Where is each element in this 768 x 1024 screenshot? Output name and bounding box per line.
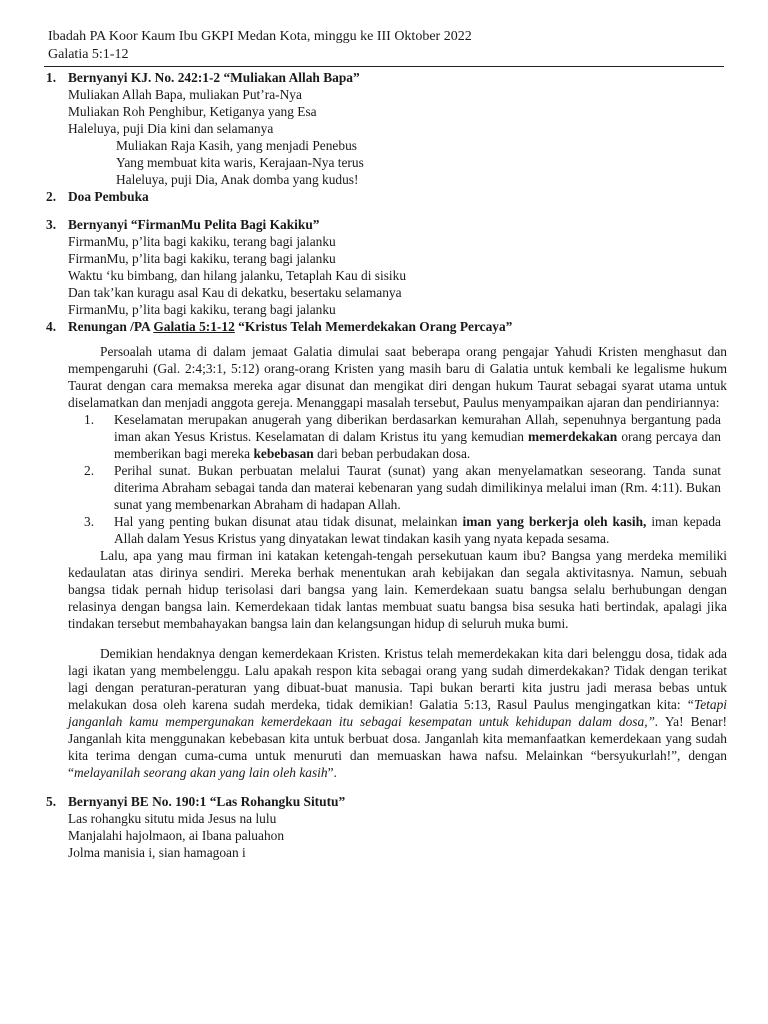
section-number: 5. [46, 794, 57, 809]
lyric-line-indented: Yang membuat kita waris, Kerajaan-Nya terus [116, 155, 364, 170]
lyric-line-indented: Muliakan Raja Kasih, yang menjadi Penebus [116, 138, 357, 153]
section-reflection [32, 318, 727, 781]
point-text: dari beban perbudakan dosa. [313, 446, 471, 461]
section-hymn-5 [32, 793, 727, 861]
lyric-line: Muliakan Roh Penghibur, Ketiganya yang Esa [68, 104, 317, 119]
section-number: 4. [46, 319, 57, 334]
lyric-line: Las rohangku situtu mida Jesus na lulu [68, 811, 277, 826]
scripture-reference-link: Galatia 5:1-12 [153, 319, 235, 334]
paragraph-text: ”. [327, 765, 337, 780]
spacer [32, 781, 727, 793]
emphasis-text: kebebasan [253, 446, 314, 461]
emphasis-text: iman yang berkerja oleh kasih, [462, 514, 647, 529]
lyric-line: FirmanMu, p’lita bagi kakiku, terang bagi jalanku [68, 234, 336, 249]
header-reference: Galatia 5:1-12 [48, 47, 129, 62]
point-text: iman kepada Allah dalam Yesus Kristus yang dinyatakan lewat tindakan kasih yang nyata kepada sesama. [114, 514, 721, 546]
section-title: Bernyanyi KJ. No. 242:1-2 “Muliakan Allah Bapa” [68, 70, 360, 85]
teaching-point-2 [68, 462, 727, 513]
spacer [32, 205, 727, 216]
section-number: 1. [46, 70, 57, 85]
lyric-line: Waktu ‘ku bimbang, dan hilang jalanku, Tetaplah Kau di sisiku [68, 268, 407, 283]
section-title: Doa Pembuka [68, 189, 149, 204]
header-title: Ibadah PA Koor Kaum Ibu GKPI Medan Kota, minggu ke III Oktober 2022 [48, 29, 472, 44]
lyric-line: Manjalahi hajolmaon, ai Ibana paluahon [68, 828, 285, 843]
section-number: 3. [46, 217, 57, 232]
section-title: Bernyanyi BE No. 190:1 “Las Rohangku Situtu” [68, 794, 346, 809]
paragraph-text: Demikian hendaknya dengan kemerdekaan Kristen. Kristus telah memerdekakan kita dari belenggu dosa, tidak ada lagi ikatan yang membelenggu. Lalu apakah respon kita sebagai orang yang sudah dimerdekakan? Tidak dengan terikat lagi dengan peraturan-peraturan yang dibuat-buat manusia. Tapi bukan berarti kita justru jadi merasa bebas untuk melakukan dosa oleh karena sudah merdeka, tidak demikian! Galatia 5:13, Rasul Paulus mengingatkan kita: [68, 646, 727, 712]
point-text: Keselamatan merupakan anugerah yang diberikan berdasarkan kemurahan Allah, sepenuhnya bergantung pada iman akan Yesus Kristus. Keselamatan di dalam Kristus itu yang kemudian [114, 412, 721, 444]
reflection-paragraph-2: Lalu, apa yang mau firman ini katakan ketengah-tengah persekutuan kaum ibu? Bangsa yang merdeka memiliki kedaulatan atas dirinya sendiri. Mereka berhak menentukan arah kebijakan dan segala aktivitasnya. Namun, sebuah bangsa tidak pernah hidup terisolasi dari bangsa yang lain. Kemerdekaan suatu bangsa selalu berhubungan dengan relasinya dengan bangsa lain. Kemerdekaan tidak lantas membuat suatu bangsa bisa sesuka hati bertindak, apalagi jika tindakan tersebut membahayakan bangsa lain dan kelangsungan hidup di seluruh muka bumi. [68, 548, 727, 631]
scripture-quote: “Tetapi janganlah kamu mempergunakan kemerdekaan itu sebagai kesempatan untuk kehidupan dalam dosa,”. [68, 697, 727, 729]
lyric-line: Muliakan Allah Bapa, muliakan Put’ra-Nya [68, 87, 302, 102]
lyric-line: FirmanMu, p’lita bagi kakiku, terang bagi jalanku [68, 302, 336, 317]
point-text: orang percaya dan memberikan bagi mereka [114, 429, 721, 461]
lyric-line-indented: Haleluya, puji Dia, Anak domba yang kudus! [116, 172, 359, 187]
spacer [68, 632, 727, 645]
paragraph-text: Ya! Benar! Janganlah kita menggunakan kebebasan kita untuk berbuat dosa. Janganlah kita memanfaatkan kemerdekaan yang sudah kita terima dengan cuma-cuma untuk menuruti dan memuaskan hawa nafsu. Melainkan “bersyukurlah!”, dengan “ [68, 714, 727, 780]
lyric-line: Jolma manisia i, sian hamagoan i [68, 845, 246, 860]
lyric-line: FirmanMu, p’lita bagi kakiku, terang bagi jalanku [68, 251, 336, 266]
section-hymn-1 [32, 69, 727, 188]
section-number: 2. [46, 189, 57, 204]
document-body [32, 69, 727, 861]
point-text: Perihal sunat. Bukan perbuatan melalui Taurat (sunat) yang akan menyelamatkan seseorang. Tanda sunat diterima Abraham sebagai tanda dan materai kebenaran yang sudah dimilikinya melalui iman (Rm. 4:11). Bukan sunat yang membenarkan Abraham di hadapan Allah. [114, 463, 721, 512]
section-opening-prayer [32, 188, 727, 205]
point-number: 3. [84, 514, 95, 529]
point-number: 1. [84, 412, 95, 427]
point-text: Hal yang penting bukan disunat atau tidak disunat, melainkan [114, 514, 463, 529]
section-title: Bernyanyi “FirmanMu Pelita Bagi Kakiku” [68, 217, 320, 232]
section-title [68, 318, 727, 335]
scripture-quote: melayanilah seorang akan yang lain oleh kasih [73, 765, 328, 780]
teaching-point-1 [68, 411, 727, 462]
emphasis-text: memerdekakan [527, 429, 618, 444]
section-hymn-3 [32, 216, 727, 318]
page-header [48, 28, 472, 64]
spacer [68, 335, 727, 343]
header-divider [44, 66, 724, 67]
teaching-point-3 [68, 513, 727, 547]
reflection-paragraph-3 [68, 645, 727, 781]
reflection-paragraph-1: Persoalah utama di dalam jemaat Galatia dimulai saat beberapa orang pengajar Yahudi Kristen menghasut dan mempengaruhi (Gal. 2:4;3:1, 5:12) orang-orang Kristen yang masih baru di Galatia untuk kembali ke legalisme hukum Taurat dengan cara memaksa mereka agar disunat dan mengikat diri dengan hukum Taurat sebagai syarat utama untuk diselamatkan dan menjadi anggota gereja. Menanggapi masalah tersebut, Paulus menyampaikan ajaran dan pendiriannya: [68, 344, 727, 410]
lyric-line: Dan tak’kan kuragu asal Kau di dekatku, besertaku selamanya [68, 285, 402, 300]
lyric-line: Haleluya, puji Dia kini dan selamanya [68, 121, 274, 136]
teaching-points [68, 411, 727, 547]
point-number: 2. [84, 463, 95, 478]
title-suffix: “Kristus Telah Memerdekakan Orang Percaya” [234, 319, 513, 334]
title-prefix: Renungan /PA [68, 319, 154, 334]
